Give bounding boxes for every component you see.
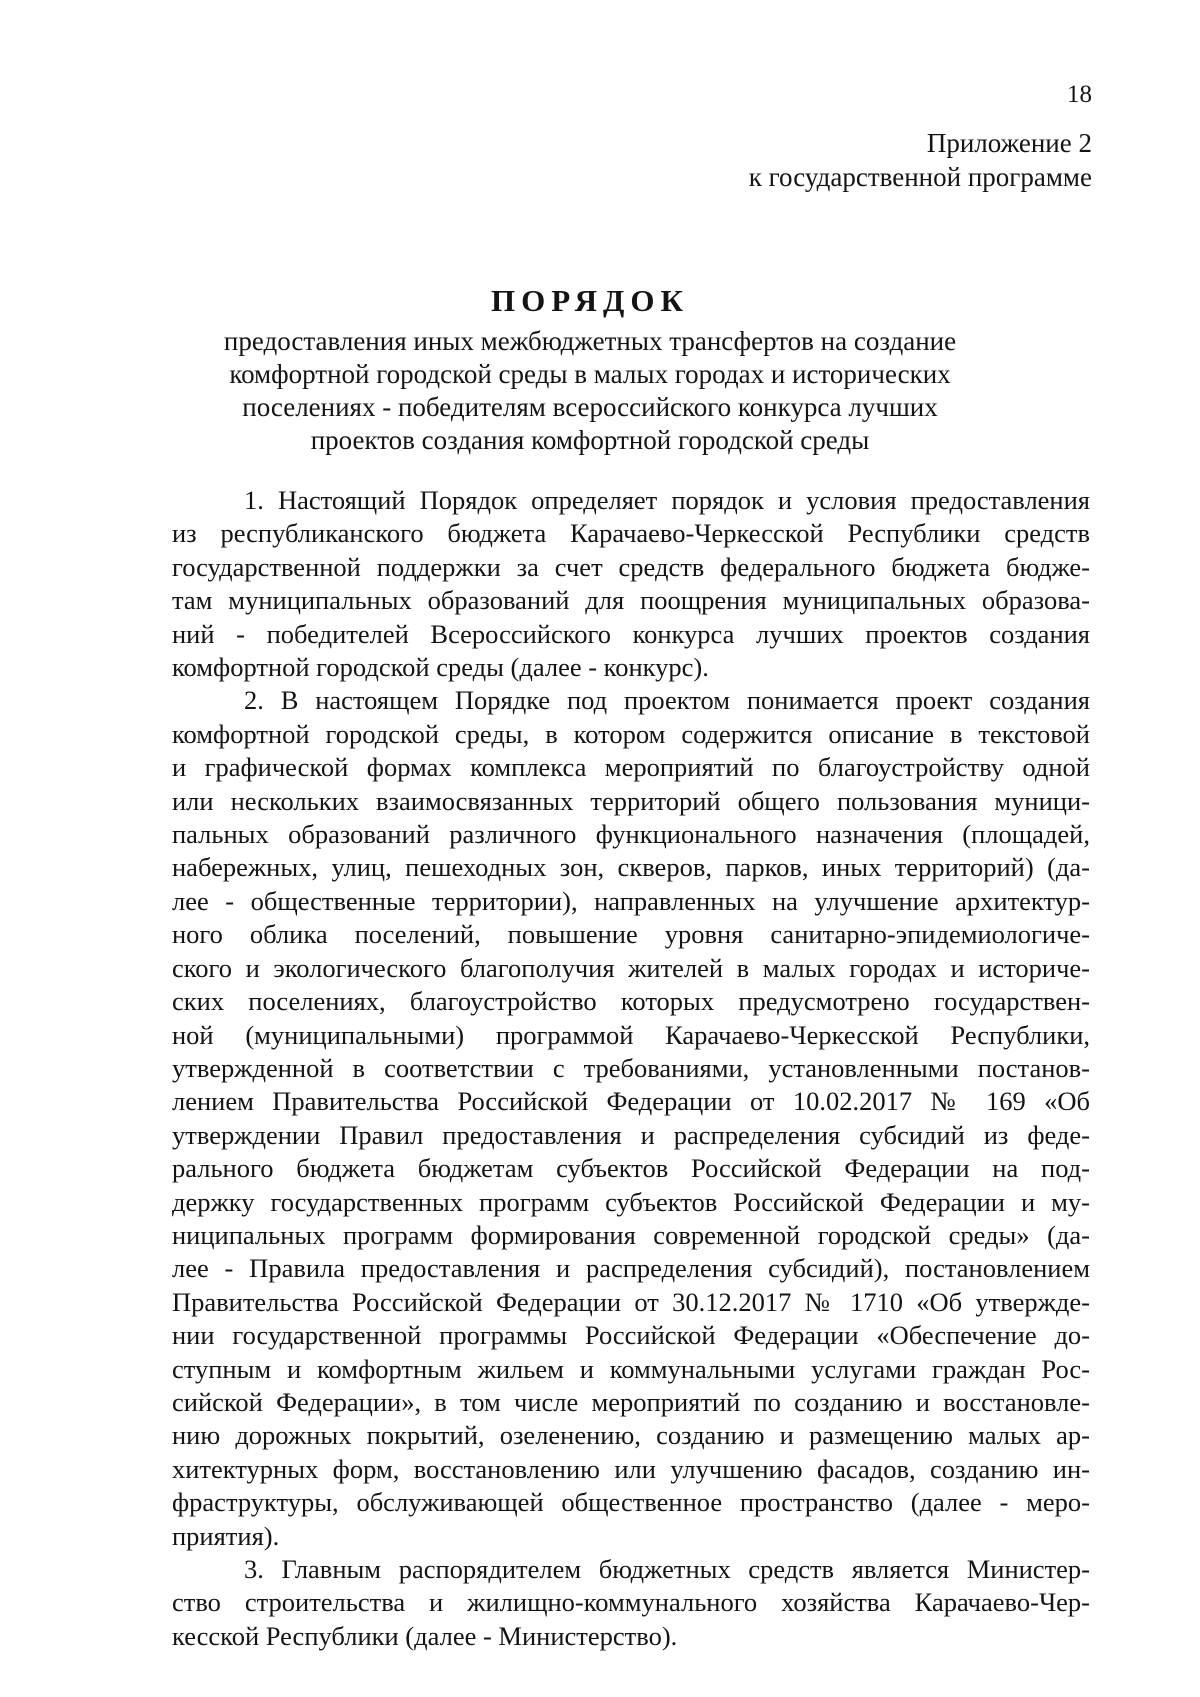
- paragraph-line: набережных, улиц, пешеходных зон, скверов, парков, иных территорий) (да-: [172, 852, 1090, 883]
- paragraph-line: лее - Правила предоставления и распределения субсидий), постановлением: [172, 1253, 1090, 1284]
- paragraph-line: нию дорожных покрытий, озеленению, созданию и размещению малых ар-: [172, 1420, 1090, 1451]
- paragraph-line: кесской Республики (далее - Министерство).: [172, 1620, 678, 1651]
- appendix-line-2: к государственной программе: [748, 162, 1092, 192]
- paragraph-line: лее - общественные территории), направленных на улучшение архитектур-: [172, 885, 1090, 916]
- paragraph-line: ство строительства и жилищно-коммунального хозяйства Карачаево-Чер-: [172, 1587, 1090, 1618]
- paragraph-line: утверждении Правил предоставления и распределения субсидий из феде-: [172, 1119, 1090, 1150]
- paragraph-1: [172, 484, 1090, 684]
- paragraph-line: 2. В настоящем Порядке под проектом понимается проект создания: [244, 685, 1090, 716]
- paragraph-line: из республиканского бюджета Карачаево-Черкесской Республики средств: [172, 518, 1090, 549]
- paragraph-line: 3. Главным распорядителем бюджетных средств является Министер-: [244, 1554, 1090, 1584]
- document-title: ПОРЯДОК: [491, 283, 689, 318]
- paragraph-line: пальных образований различного функционального назначения (площадей,: [172, 819, 1090, 850]
- document-body: [172, 484, 1090, 1653]
- paragraph-line: лением Правительства Российской Федерации от 10.02.2017 № 169 «Об: [172, 1086, 1090, 1117]
- document-subtitle: [160, 325, 1020, 457]
- page-number: 18: [1067, 81, 1092, 108]
- subtitle-line: поселениях - победителям всероссийского конкурса лучших: [242, 392, 938, 422]
- paragraph-line: там муниципальных образований для поощрения муниципальных образова-: [172, 585, 1090, 616]
- paragraph-line: ского и экологического благополучия жителей в малых городах и историче-: [172, 952, 1090, 983]
- paragraph-line: ний - победителей Всероссийского конкурса лучших проектов создания: [172, 618, 1090, 649]
- paragraph-line: держку государственных программ субъектов Российской Федерации и му-: [172, 1186, 1090, 1217]
- paragraph-line: государственной поддержки за счет средств федерального бюджета бюдже-: [172, 551, 1090, 582]
- paragraph-line: рального бюджета бюджетам субъектов Российской Федерации на под-: [172, 1153, 1090, 1184]
- paragraph-line: хитектурных форм, восстановлению или улучшению фасадов, созданию ин-: [172, 1453, 1090, 1484]
- paragraph-line: ной (муниципальными) программой Карачаево-Черкесской Республики,: [172, 1019, 1090, 1050]
- paragraph-line: ниципальных программ формирования современной городской среды» (да-: [172, 1219, 1090, 1250]
- appendix-line-1: Приложение 2: [926, 128, 1092, 158]
- paragraph-2: [172, 684, 1090, 1553]
- paragraph-line: фраструктуры, обслуживающей общественное пространство (далее - меро-: [172, 1487, 1090, 1518]
- paragraph-line: комфортной городской среды, в котором содержится описание в текстовой: [172, 718, 1090, 749]
- paragraph-line: 1. Настоящий Порядок определяет порядок и условия предоставления: [244, 485, 1090, 515]
- paragraph-line: и графической формах комплекса мероприятий по благоустройству одной: [172, 752, 1090, 783]
- paragraph-line: ских поселениях, благоустройство которых предусмотрено государствен-: [172, 986, 1090, 1017]
- paragraph-line: Правительства Российской Федерации от 30.12.2017 № 1710 «Об утвержде-: [172, 1286, 1090, 1317]
- paragraph-line: сийской Федерации», в том числе мероприятий по созданию и восстановле-: [172, 1386, 1090, 1417]
- paragraph-line: нии государственной программы Российской Федерации «Обеспечение до-: [172, 1320, 1090, 1351]
- appendix-header: [749, 126, 1092, 194]
- subtitle-line: предоставления иных межбюджетных трансфертов на создание: [223, 326, 957, 356]
- subtitle-line: комфортной городской среды в малых городах и исторических: [229, 359, 951, 389]
- paragraph-line: ступным и комфортным жильем и коммунальными услугами граждан Рос-: [172, 1353, 1090, 1384]
- paragraph-line: приятия).: [172, 1520, 280, 1551]
- paragraph-line: утвержденной в соответствии с требованиями, установленными постанов-: [172, 1052, 1090, 1083]
- paragraph-line: или нескольких взаимосвязанных территорий общего пользования муници-: [172, 785, 1090, 816]
- subtitle-line: проектов создания комфортной городской среды: [310, 425, 870, 455]
- title-block: [160, 283, 1020, 457]
- paragraph-line: ного облика поселений, повышение уровня санитарно-эпидемиологиче-: [172, 919, 1090, 950]
- paragraph-line: комфортной городской среды (далее - конкурс).: [172, 652, 709, 683]
- paragraph-3: [172, 1553, 1090, 1653]
